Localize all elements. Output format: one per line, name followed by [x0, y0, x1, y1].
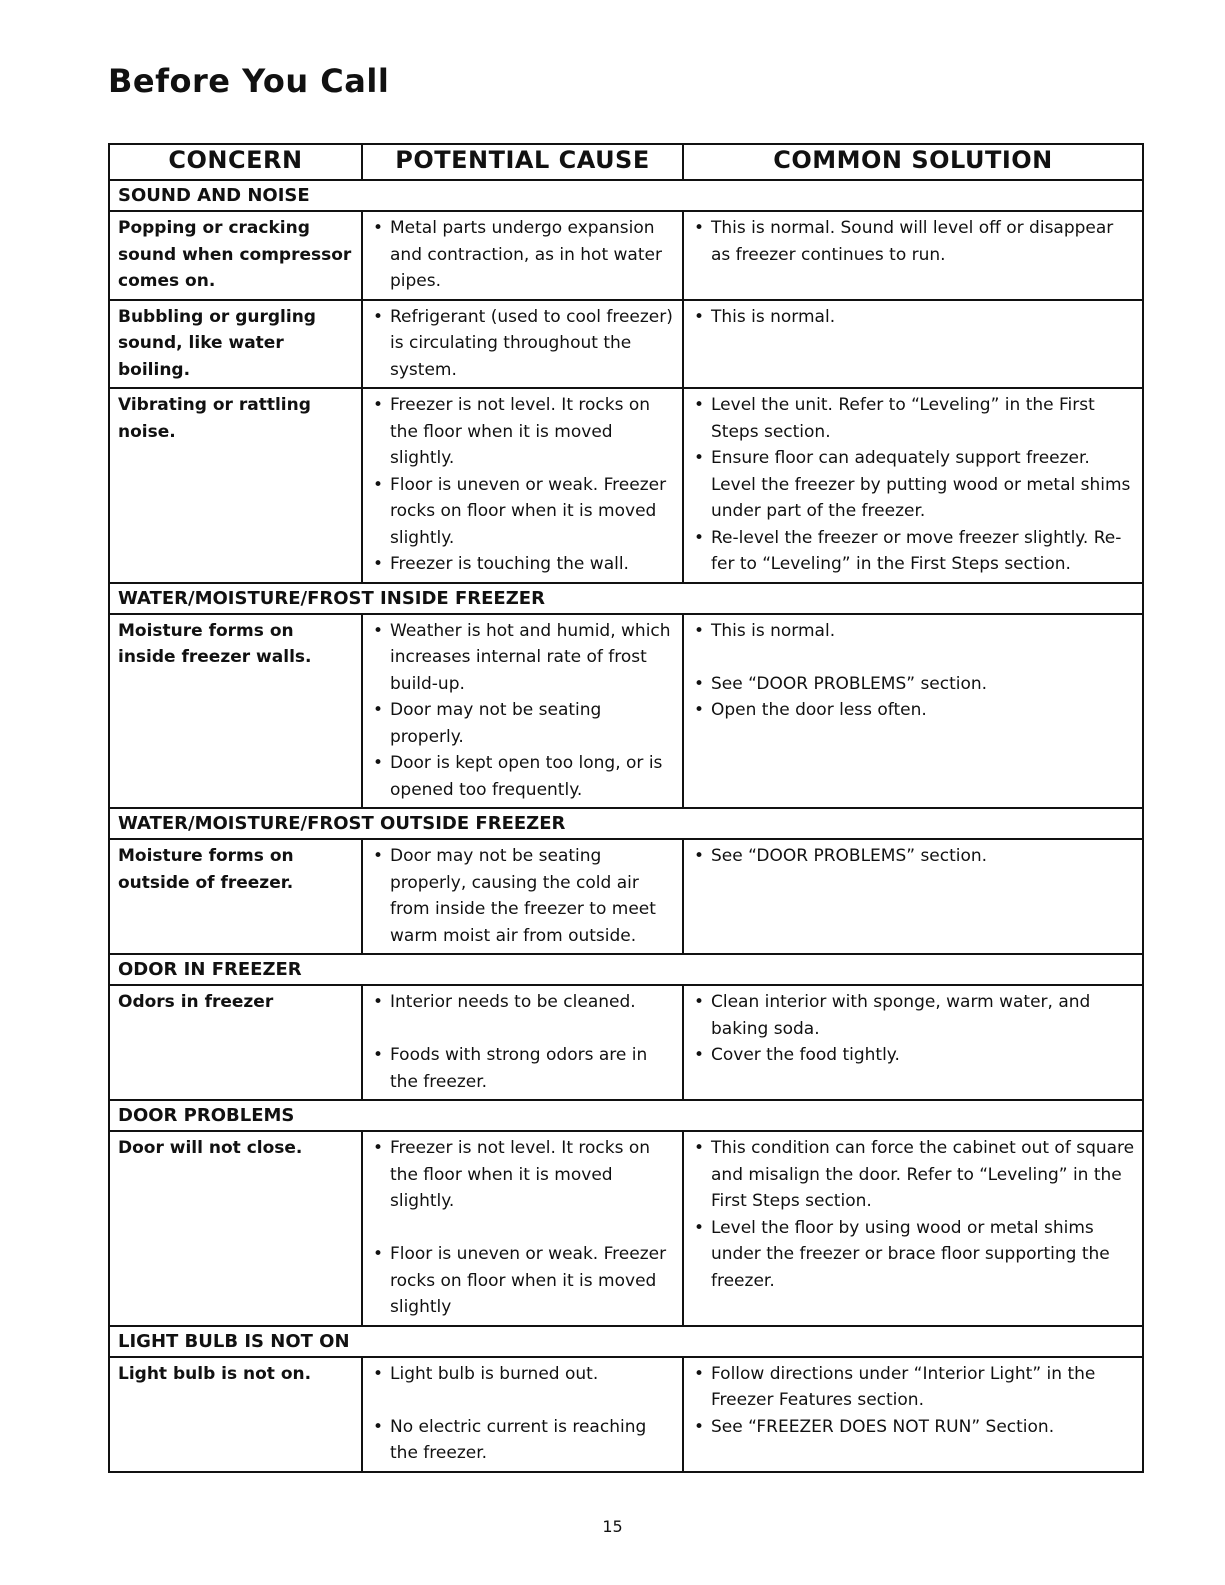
section-heading-door: DOOR PROBLEMS — [109, 1100, 1143, 1131]
section-heading-inside: WATER/MOISTURE/FROST INSIDE FREEZER — [109, 583, 1143, 614]
header-concern: CONCERN — [109, 144, 362, 180]
concern-cell: Light bulb is not on. — [109, 1357, 362, 1472]
cause-item: • Light bulb is burned out. — [371, 1361, 675, 1388]
cause-item: • Door may not be seating properly, causing the cold air from inside the freezer to meet warm moist air from outside. — [371, 843, 675, 949]
solution-item: • Clean interior with sponge, warm water, and baking soda. — [692, 989, 1135, 1042]
troubleshooting-table — [108, 143, 1144, 1473]
cause-item: • Door may not be seating properly. — [371, 697, 675, 750]
spacer — [692, 644, 1135, 671]
cause-cell — [362, 300, 683, 389]
section-heading-sound: SOUND AND NOISE — [109, 180, 1143, 211]
section-row — [109, 583, 1143, 614]
spacer — [371, 1215, 675, 1242]
table-row — [109, 839, 1143, 954]
cause-item: • Floor is uneven or weak. Freezer rocks on floor when it is moved slightly. — [371, 472, 675, 552]
section-heading-outside: WATER/MOISTURE/FROST OUTSIDE FREEZER — [109, 808, 1143, 839]
concern-cell: Door will not close. — [109, 1131, 362, 1326]
cause-item: • Refrigerant (used to cool freezer) is circulating throughout the system. — [371, 304, 675, 384]
concern-cell: Moisture forms on outside of freezer. — [109, 839, 362, 954]
table-row — [109, 211, 1143, 300]
solution-item: • Level the unit. Refer to “Leveling” in the First Steps section. — [692, 392, 1135, 445]
concern-cell: Odors in freezer — [109, 985, 362, 1100]
solution-item: • Cover the food tightly. — [692, 1042, 1135, 1069]
section-row — [109, 808, 1143, 839]
solution-item: • This condition can force the cabinet out of square and misalign the door. Refer to “Leveling” in the First Steps section. — [692, 1135, 1135, 1215]
solution-item: • This is normal. — [692, 618, 1135, 645]
page-number: 15 — [602, 1517, 623, 1536]
page-title: Before You Call — [108, 62, 390, 100]
concern-cell: Moisture forms on inside freezer walls. — [109, 614, 362, 809]
table-row — [109, 1131, 1143, 1326]
cause-cell — [362, 388, 683, 583]
cause-item: • No electric current is reaching the freezer. — [371, 1414, 675, 1467]
table-header-row — [109, 144, 1143, 180]
solution-item: • See “DOOR PROBLEMS” section. — [692, 671, 1135, 698]
solution-cell — [683, 300, 1143, 389]
cause-item: • Interior needs to be cleaned. — [371, 989, 675, 1016]
cause-item: • Door is kept open too long, or is opened too frequently. — [371, 750, 675, 803]
cause-cell — [362, 614, 683, 809]
cause-item: • Foods with strong odors are in the freezer. — [371, 1042, 675, 1095]
cause-item: • Floor is uneven or weak. Freezer rocks on floor when it is moved slightly — [371, 1241, 675, 1321]
section-row — [109, 954, 1143, 985]
section-row — [109, 1326, 1143, 1357]
cause-cell — [362, 839, 683, 954]
solution-cell — [683, 614, 1143, 809]
header-potential-cause: POTENTIAL CAUSE — [362, 144, 683, 180]
cause-item: • Freezer is not level. It rocks on the floor when it is moved slightly. — [371, 392, 675, 472]
header-common-solution: COMMON SOLUTION — [683, 144, 1143, 180]
solution-item: • Open the door less often. — [692, 697, 1135, 724]
table-row — [109, 300, 1143, 389]
solution-item: • See “DOOR PROBLEMS” section. — [692, 843, 1135, 870]
solution-item: • Re-level the freezer or move freezer slightly. Re-fer to “Leveling” in the First Steps section. — [692, 525, 1135, 578]
solution-cell — [683, 211, 1143, 300]
cause-cell — [362, 1357, 683, 1472]
concern-cell: Popping or cracking sound when compressor comes on. — [109, 211, 362, 300]
table-row — [109, 614, 1143, 809]
spacer — [371, 1016, 675, 1043]
spacer — [371, 1387, 675, 1414]
solution-item: • See “FREEZER DOES NOT RUN” Section. — [692, 1414, 1135, 1441]
cause-cell — [362, 211, 683, 300]
solution-cell — [683, 388, 1143, 583]
solution-item: • Level the floor by using wood or metal shims under the freezer or brace floor supporting the freezer. — [692, 1215, 1135, 1295]
cause-item: • Metal parts undergo expansion and contraction, as in hot water pipes. — [371, 215, 675, 295]
section-heading-odor: ODOR IN FREEZER — [109, 954, 1143, 985]
solution-item: • This is normal. Sound will level off or disappear as freezer continues to run. — [692, 215, 1135, 268]
solution-cell — [683, 985, 1143, 1100]
cause-item: • Freezer is not level. It rocks on the floor when it is moved slightly. — [371, 1135, 675, 1215]
solution-cell — [683, 1131, 1143, 1326]
solution-item: • Ensure floor can adequately support freezer. Level the freezer by putting wood or metal shims under part of the freezer. — [692, 445, 1135, 525]
solution-item: • This is normal. — [692, 304, 1135, 331]
cause-item: • Freezer is touching the wall. — [371, 551, 675, 578]
table-row — [109, 388, 1143, 583]
table-row — [109, 1357, 1143, 1472]
section-heading-light: LIGHT BULB IS NOT ON — [109, 1326, 1143, 1357]
section-row — [109, 180, 1143, 211]
solution-item: • Follow directions under “Interior Light” in the Freezer Features section. — [692, 1361, 1135, 1414]
solution-cell — [683, 839, 1143, 954]
cause-cell — [362, 985, 683, 1100]
concern-cell: Bubbling or gurgling sound, like water boiling. — [109, 300, 362, 389]
cause-item: • Weather is hot and humid, which increases internal rate of frost build-up. — [371, 618, 675, 698]
section-row — [109, 1100, 1143, 1131]
cause-cell — [362, 1131, 683, 1326]
concern-cell: Vibrating or rattling noise. — [109, 388, 362, 583]
solution-cell — [683, 1357, 1143, 1472]
table-row — [109, 985, 1143, 1100]
